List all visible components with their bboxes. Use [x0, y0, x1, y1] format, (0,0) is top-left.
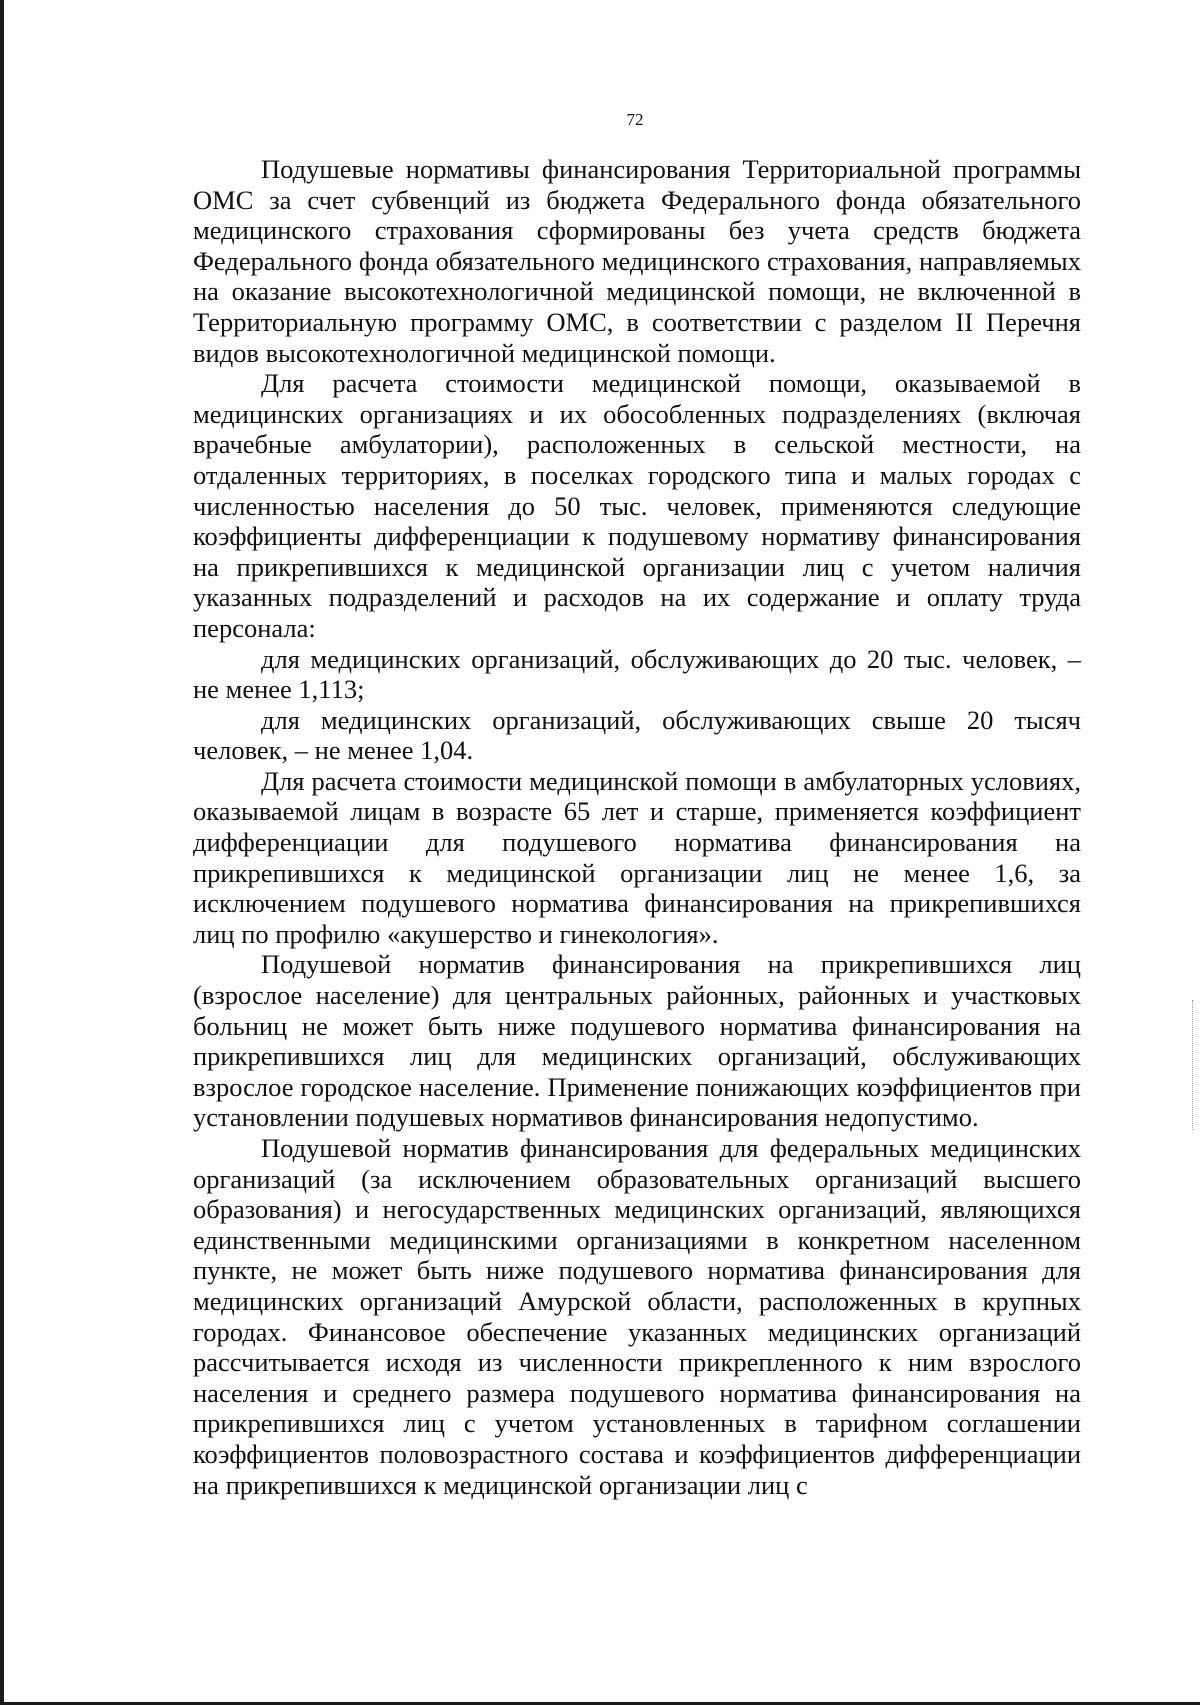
page-number: 72 — [626, 110, 644, 129]
paragraph-age-65-coefficient: Для расчета стоимости медицинской помощи в амбулаторных условиях, оказываемой лицам в возрасте 65 лет и старше, применяется коэффициент дифференциации для подушевого норматива финансирования на прикрепившихся к медицинской организации лиц не менее 1,6, за исключением подушевого норматива финансирования на прикрепившихся лиц по профилю «акушерство и гинекология». — [193, 765, 1081, 949]
paragraph-omc-norms: Подушевые нормативы финансирования Территориальной программы ОМС за счет субвенций из бюджета Федерального фонда обязательного медицинского страхования сформированы без учета средств бюджета Федерального фонда обязательного медицинского страхования, направляемых на оказание высокотехнологичной медицинской помощи, не включенной в Территориальную программу ОМС, в соответствии с разделом II Перечня видов высокотехнологичной медицинской помощи. — [193, 154, 1081, 368]
paragraph-under-20k: для медицинских организаций, обслуживающих до 20 тыс. человек, – не менее 1,113; — [193, 643, 1081, 705]
paragraph-rural-coefficients: Для расчета стоимости медицинской помощи, оказываемой в медицинских организациях и их обособленных подразделениях (включая врачебные амбулатории), расположенных в сельской местности, на отдаленных территориях, в поселках городского типа и малых городах с численностью населения до 50 тыс. человек, применяются следующие коэффициенты дифференциации к подушевому нормативу финансирования на прикрепившихся к медицинской организации лиц с учетом наличия указанных подразделений и расходов на их содержание и оплату труда персонала: — [193, 368, 1081, 643]
paragraph-district-hospitals: Подушевой норматив финансирования на прикрепившихся лиц (взрослое население) для центральных районных, районных и участковых больниц не может быть ниже подушевого норматива финансирования на прикрепившихся лиц для медицинских организаций, обслуживающих взрослое городское население. Применение понижающих коэффициентов при установлении подушевых нормативов финансирования недопустимо. — [193, 949, 1081, 1133]
scan-edge-left — [0, 0, 4, 1705]
paragraph-federal-organizations: Подушевой норматив финансирования для федеральных медицинских организаций (за исключением образовательных организаций высшего образования) и негосударственных медицинских организаций, являющихся единственными медицинскими организациями в конкретном населенном пункте, не может быть ниже подушевого норматива финансирования для медицинских организаций Амурской области, расположенных в крупных городах. Финансовое обеспечение указанных медицинских организаций рассчитывается исходя из численности прикрепленного к ним взрослого населения и среднего размера подушевого норматива финансирования на прикрепившихся лиц с учетом установленных в тарифном соглашении коэффициентов половозрастного состава и коэффициентов дифференциации на прикрепившихся к медицинской организации лиц с — [193, 1133, 1081, 1500]
paragraph-over-20k: для медицинских организаций, обслуживающих свыше 20 тысяч человек, – не менее 1,04. — [193, 704, 1081, 766]
scan-edge-right-marks — [1192, 1000, 1194, 1130]
document-body — [193, 154, 1081, 1500]
